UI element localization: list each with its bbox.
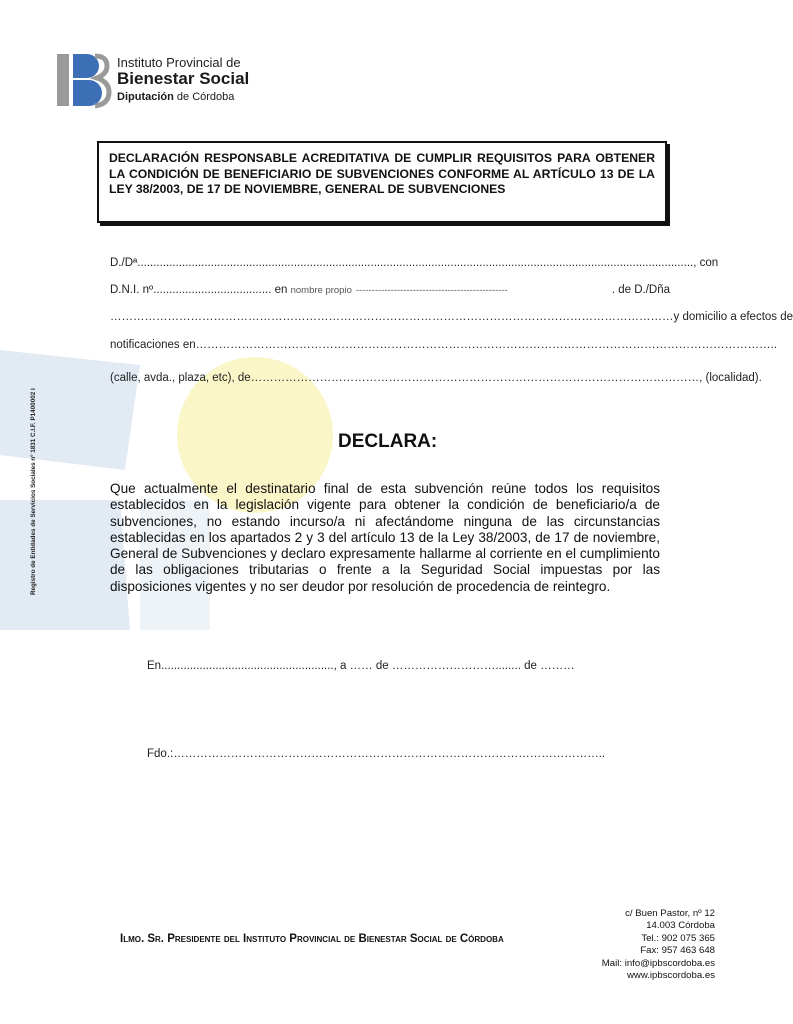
ipbs-logo-icon <box>55 50 111 110</box>
fdo-label: Fdo.: <box>147 748 174 760</box>
postal-line: 14.003 Córdoba <box>646 920 715 932</box>
day-field[interactable]: …… <box>349 660 373 672</box>
contact-block <box>602 908 715 982</box>
declara-heading: DECLARA: <box>338 431 438 452</box>
nombre-propio-hint: nombre propio <box>290 285 352 296</box>
de-label-1: de <box>375 660 389 672</box>
calle-label: (calle, avda., plaza, etc), de <box>110 372 251 384</box>
document-title-box <box>97 141 667 223</box>
recipient-line <box>120 933 504 945</box>
notificaciones-label: notificaciones en <box>110 339 196 351</box>
representado-field[interactable]: ………………………………………………………………………………………………………………………………… <box>110 311 674 323</box>
dni-line-end: . de D./Dña <box>611 284 670 296</box>
year-field[interactable]: ……… <box>540 660 575 672</box>
address-line: c/ Buen Pastor, nº 12 <box>625 908 715 919</box>
institution-logo <box>55 50 255 114</box>
de-label-2: de <box>524 660 537 672</box>
form-line-representado <box>110 311 793 323</box>
dni-field[interactable]: ..................................... <box>153 284 272 296</box>
place-field[interactable]: ...................................................... <box>161 660 334 672</box>
logo-line-3: Diputación de Córdoba <box>117 90 235 103</box>
form-line-name <box>110 257 719 269</box>
dni-label: D.N.I. nº <box>110 284 154 296</box>
a-label: , a <box>333 660 347 672</box>
place-date-line <box>147 660 575 672</box>
phone-line: Tel.: 902 075 365 <box>641 932 715 944</box>
name-field[interactable]: .............................................................................................................................................................................. <box>137 257 694 269</box>
localidad-label: , (localidad). <box>699 372 762 384</box>
dni-mid-label: en <box>271 284 291 296</box>
email-line: Mail: info@ipbscordoba.es <box>601 957 715 969</box>
document-title: DECLARACIÓN RESPONSABLE ACREDITATIVA DE CUMPLIR REQUISITOS PARA OBTENER LA CONDICIÓN DE BENEFICIARIO DE SUBVENCIONES CONFORME AL ARTÍCULO 13 DE LA LEY 38/2003, DE 17 DE NOVIEMBRE, GENERAL DE SUBVENCIONES <box>109 151 655 196</box>
representation-field[interactable]: ------------------------------------------------ <box>355 285 508 296</box>
recipient-text: Ilmo. Sr. Presidente del Instituto Provincial de Bienestar Social de Córdoba <box>120 933 504 945</box>
form-line-localidad <box>110 372 762 384</box>
name-line-end: , con <box>693 257 719 269</box>
signature-field[interactable]: ………………………………………………………………………………………………….. <box>173 748 606 760</box>
form-line-dni <box>110 284 670 296</box>
localidad-field[interactable]: ……………………………………………………………………………………………………… <box>250 372 700 384</box>
signature-line <box>147 748 605 760</box>
logo-line-1: Instituto Provincial de <box>117 55 241 70</box>
logo-line-2: Bienestar Social <box>117 69 250 89</box>
declaration-body: Que actualmente el destinatario final de esta subvención reúne todos los requisitos establecidos en la legislación vigente para obtener la condición de beneficiario/a de subvenciones, no estando incurso/a ni afectándome ninguna de las circunstancias establecidas en los apartados 2 y 3 del artículo 13 de la Ley 38/2003, de 17 de noviembre, General de Subvenciones y declaro expresamente hallarme al corriente en el cumplimiento de las obligaciones tributarias o frente a la Seguridad Social impuestas por las disposiciones vigentes y no ser deudor por resolución de procedencia de reintegro. <box>110 481 660 594</box>
fax-line: Fax: 957 463 648 <box>640 945 715 957</box>
domicilio-label: y domicilio a efectos de <box>673 311 793 323</box>
name-label: D./Dª <box>110 257 138 269</box>
form-line-notificaciones <box>110 339 778 351</box>
month-field[interactable]: ………………………........ <box>391 660 521 672</box>
en-label: En <box>147 660 162 672</box>
website-line: www.ipbscordoba.es <box>627 970 715 982</box>
registry-side-text: Registro de Entidades de Servicios Sociales nº 1831 C.I.F. P1400002 I <box>30 388 37 595</box>
notificaciones-field[interactable]: …………………………………………………………………………………………………………………………………….. <box>195 339 778 351</box>
